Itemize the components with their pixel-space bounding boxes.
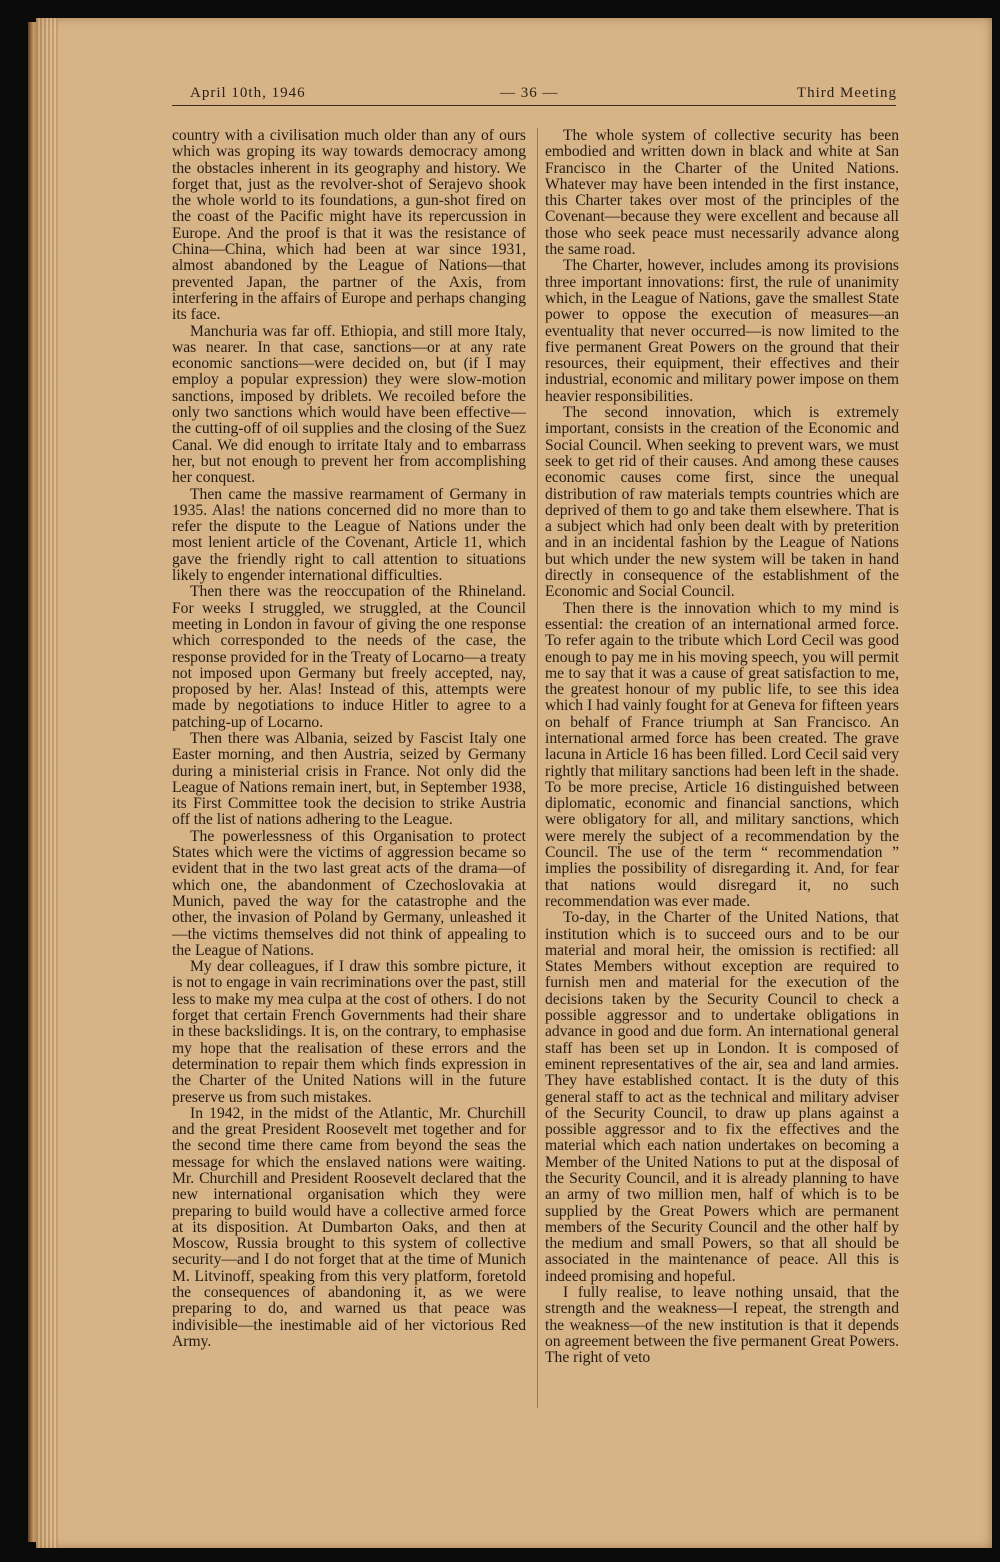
paragraph: The whole system of collective security has been embodied and written down in black and white at San Francisco in the Charter of the United Nations. Whatever may have been intended in the first instance, this Charter takes over most of the principles of the Covenant—because they were excellent and because all those who seek peace must necessarily advance along the same road. <box>545 127 899 259</box>
header-date: April 10th, 1946 <box>190 85 306 101</box>
paragraph: The Charter, however, includes among its provisions three important innovations: first, the rule of unanimity which, in the League of Nations, gave the smallest State power to oppose the execution of measures—an eventuality that never occurred—is now limited to the five permanent Great Powers on the ground that their resources, their equipment, their effectives and their industrial, economic and military power impose on them heavier responsibilities. <box>545 257 899 405</box>
paragraph: Then there was the reoccupation of the Rhineland. For weeks I struggled, we struggled, at the Council meeting in London in favour of giving the one response which corresponded to the needs of the case, the response provided for in the Treaty of Locarno—a treaty not imposed upon Germany but freely accepted, nay, proposed by her. Alas! Instead of this, attempts were made by negotiations to induce Hitler to agree to a patching-up of Locarno. <box>172 583 526 731</box>
paragraph: Then there is the innovation which to my mind is essential: the creation of an international armed force. To refer again to the tribute which Lord Cecil was good enough to pay me in his moving speech, you will permit me to say that it was a cause of great satisfaction to me, the greatest honour of my public life, to see this idea which I had vainly fought for at Geneva for fifteen years on behalf of France triumph at San Francisco. An international armed force has been created. The grave lacuna in Article 16 has been filled. Lord Cecil said very rightly that military sanctions had been left in the shade. To be more precise, Article 16 distinguished between diplomatic, economic and financial sanctions, which were obligatory for all, and military sanctions, which were merely the subject of a recommendation by the Council. The use of the term “ recommendation ” implies the possibility of disregarding it. And, for fear that nations would disregard it, no such recommendation was ever made. <box>545 599 899 910</box>
header-meeting: Third Meeting <box>796 85 897 101</box>
page-number: — 36 — <box>500 85 559 101</box>
page-edges <box>36 18 58 1548</box>
paragraph: The second innovation, which is extremely important, consists in the creation of the Economic and Social Council. When seeking to prevent wars, we must seek to get rid of their causes. And among these causes economic causes come first, since the unequal distribution of raw materials tempts countries which are deprived of them to go and take them elsewhere. That is a subject which had only been dealt with by preterition and in an incidental fashion by the League of Nations but which under the new system will be taken in hand directly in consequence of the establishment of the Economic and Social Council. <box>545 404 899 601</box>
paragraph: I fully realise, to leave nothing unsaid, that the strength and the weakness—I repeat, the strength and the weakness—of the new institution is that it depends on agreement between the five permanent Great Powers. The right of veto <box>545 1284 899 1367</box>
right-column <box>545 128 899 1367</box>
paragraph: To-day, in the Charter of the United Nations, that institution which is to succeed ours and to be our material and moral heir, the omission is rectified: all States Members without exception are required to furnish men and material for the execution of the decisions taken by the Security Council to check a possible aggressor and to undertake obligations in advance in good and due form. An international general staff has been set up in London. It is composed of eminent representatives of the air, sea and land armies. They have established contact. It is the duty of this general staff to act as the technical and military adviser of the Security Council, to draw up plans against a possible aggressor and to fix the effectives and the material which each nation undertakes on becoming a Member of the United Nations to put at the disposal of the Security Council, and it is already planning to have an army of two million men, half of which is to be supplied by the Great Powers which are permanent members of the Security Council and the other half by the medium and small Powers, so that all should be associated in the maintenance of peace. All this is indeed promising and hopeful. <box>545 909 899 1285</box>
header-rule <box>172 105 896 106</box>
paragraph: Manchuria was far off. Ethiopia, and still more Italy, was nearer. In that case, sanctions—or at any rate economic sanctions—were decided on, but (if I may employ a popular expression) they were slow-motion sanctions, imposed by driblets. We recoiled before the only two sanctions which would have been effective—the cutting-off of oil supplies and the closing of the Suez Canal. We did enough to irritate Italy and to embarrass her, but not enough to prevent her from accomplishing her conquest. <box>172 322 526 487</box>
paragraph: Then came the massive rearmament of Germany in 1935. Alas! the nations concerned did no more than to refer the dispute to the League of Nations under the most lenient article of the Covenant, Article 11, which gave the friendly right to call attention to situations likely to engender international difficulties. <box>172 485 526 585</box>
paragraph: The powerlessness of this Organisation to protect States which were the victims of aggression became so evident that in the two last great acts of the drama—of which one, the abandonment of Czechoslovakia at Munich, paved the way for the catastrophe and the other, the invasion of Poland by Germany, unleashed it—the victims themselves did not think of appealing to the League of Nations. <box>172 827 526 959</box>
left-column <box>172 128 526 1350</box>
paragraph: In 1942, in the midst of the Atlantic, Mr. Churchill and the great President Roosevelt met together and for the second time there came from beyond the seas the message for which the enslaved nations were waiting. Mr. Churchill and President Roosevelt declared that the new international organisation which they were preparing to build would have a collective armed force at its disposition. At Dumbarton Oaks, and then at Moscow, Russia brought to this system of collective security—and I do not forget that at the time of Munich M. Litvinoff, speaking from this very platform, foretold the consequences of abandoning it, as we were preparing to do, and warned us that peace was indivisible—the inestimable aid of her victorious Red Army. <box>172 1104 526 1350</box>
paragraph: Then there was Albania, seized by Fascist Italy one Easter morning, and then Austria, seized by Germany during a ministerial crisis in France. Not only did the League of Nations remain inert, but, in September 1938, its First Committee took the decision to strike Austria off the list of nations adhering to the League. <box>172 729 526 829</box>
running-header <box>190 85 897 107</box>
paragraph: My dear colleagues, if I draw this sombre picture, it is not to engage in vain recriminations over the past, still less to make my mea culpa at the cost of others. I do not forget that certain French Governments had their share in these backslidings. It is, on the contrary, to emphasise my hope that the realisation of these errors and the determination to repair them which finds expression in the Charter of the United Nations will in the future preserve us from such mistakes. <box>172 958 526 1106</box>
paragraph: country with a civilisation much older than any of ours which was groping its way towards democracy among the obstacles inherent in its geography and history. We forget that, just as the revolver-shot of Serajevo shook the whole world to its foundations, a gun-shot fired on the coast of the Pacific might have its repercussion in Europe. And the proof is that it was the resistance of China—China, which had been at war since 1931, almost abandoned by the League of Nations—that prevented Japan, the partner of the Axis, from interfering in the affairs of Europe and perhaps changing its face. <box>172 127 526 324</box>
column-divider <box>537 128 538 1408</box>
